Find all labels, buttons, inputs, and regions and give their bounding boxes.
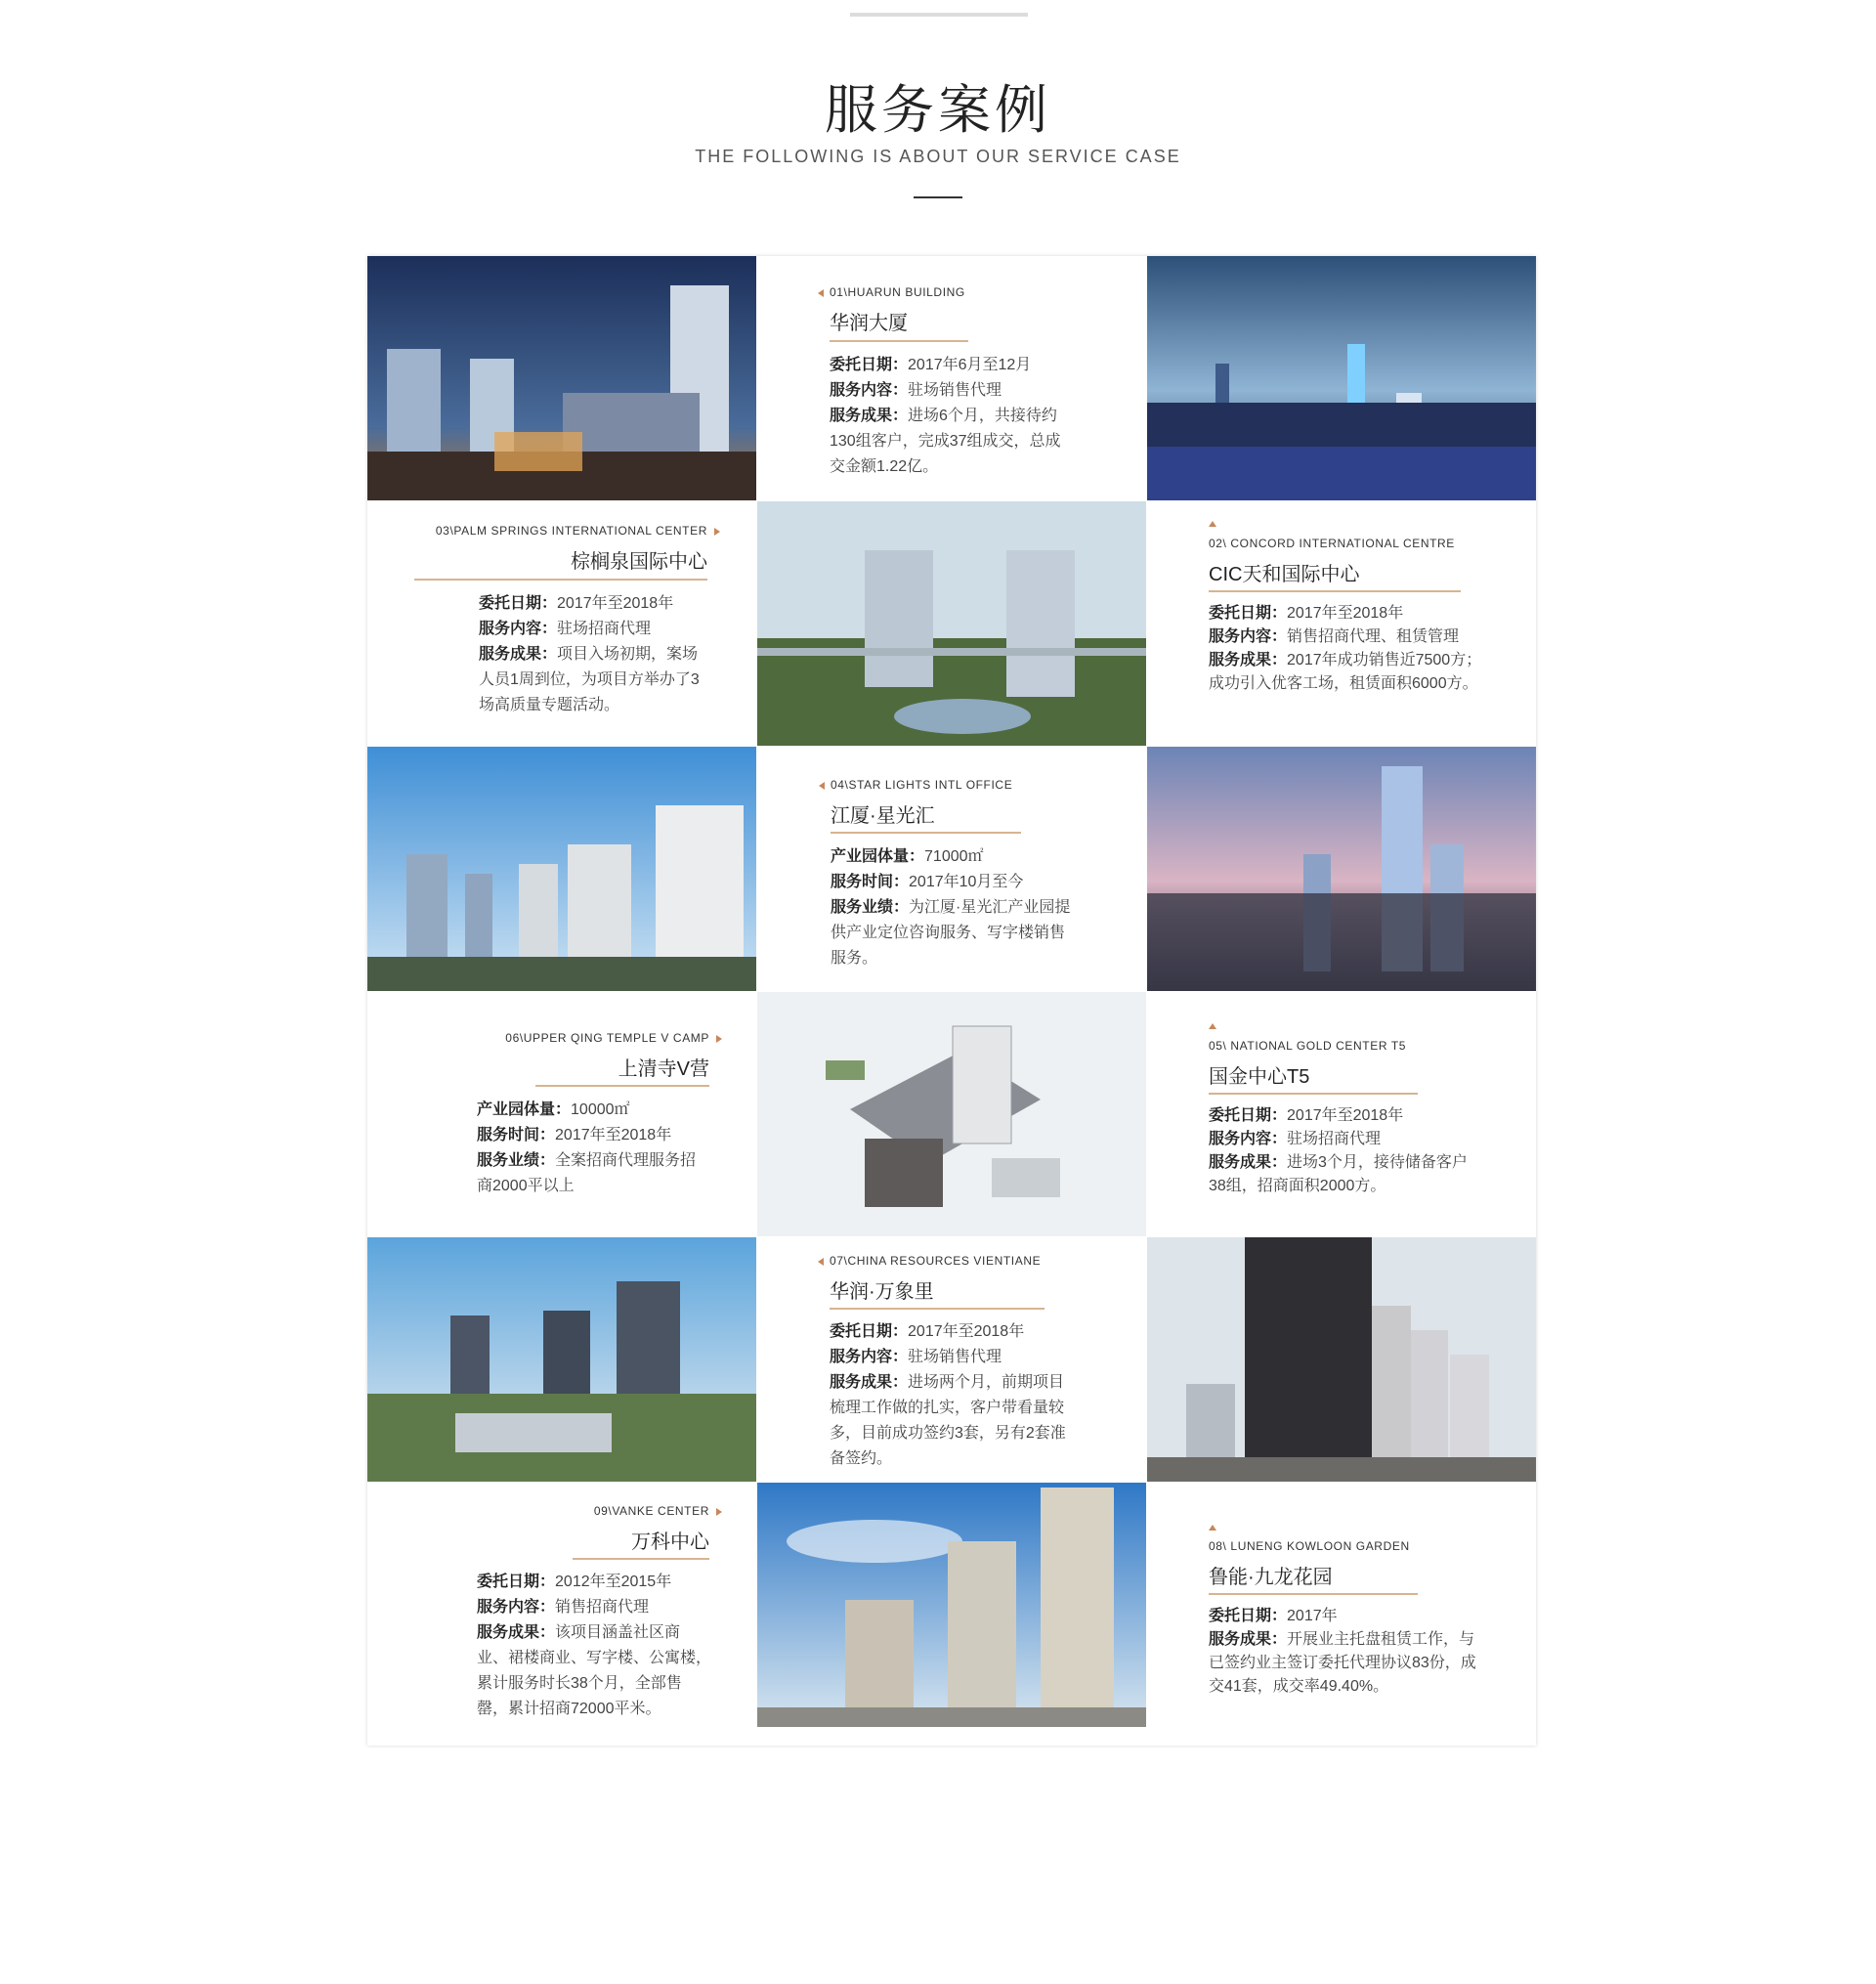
name-underline [830,1308,1045,1310]
case-photo[interactable] [757,501,1146,746]
case-details [477,1098,711,1199]
name-underline [1209,1093,1418,1095]
name-underline [830,340,968,342]
detail-row [1209,1628,1482,1699]
case-photo[interactable] [367,1237,756,1482]
detail-label: 委托日期： [477,1574,556,1590]
detail-row [1209,602,1482,625]
detail-row [477,1595,711,1620]
detail-row [830,378,1074,404]
case-details [1209,1104,1482,1198]
case-code: 03\PALM SPRINGS INTERNATIONAL CENTER [435,524,707,538]
detail-label: 服务内容： [1209,628,1288,645]
name-underline [535,1085,709,1087]
detail-label: 委托日期： [1209,1608,1288,1624]
detail-row [1209,1128,1482,1151]
name-underline [573,1558,709,1560]
detail-value: 驻场销售代理 [908,382,1002,399]
detail-label: 服务内容： [477,1599,556,1616]
case-card-09[interactable] [367,1483,756,1727]
detail-label: 产业园体量： [831,848,925,865]
title-divider [914,196,962,198]
detail-value: 为江厦·星光汇产业园提供产业定位咨询服务、写字楼销售服务。 [831,899,1071,967]
detail-value: 2017年至2018年 [557,595,674,612]
detail-value: 项目入场初期，案场人员1周到位，为项目方举办了3场高质量专题活动。 [479,646,700,713]
detail-value: 全案招商代理服务招商2000平以上 [477,1152,697,1194]
case-photo[interactable] [1147,256,1536,500]
detail-row [1209,649,1482,696]
detail-label: 服务成果： [477,1624,556,1641]
detail-label: 服务成果： [830,1374,909,1391]
detail-row [831,844,1077,870]
top-divider [850,13,1028,17]
detail-label: 服务时间： [831,874,910,890]
case-code: 04\STAR LIGHTS INTL OFFICE [831,778,1013,792]
page-title: 服务案例 [825,79,1051,141]
detail-label: 委托日期： [479,595,558,612]
caret-up-icon [1209,1023,1216,1029]
detail-row [479,642,707,718]
dusk-tower-skyline-image [1147,747,1536,991]
caret-right-icon [714,528,720,536]
service-case-grid [367,256,1536,1746]
detail-value: 2017年至2018年 [555,1127,672,1143]
detail-value: 2017年6月至12月 [908,357,1032,373]
case-code: 06\UPPER QING TEMPLE V CAMP [505,1031,709,1045]
case-code: 01\HUARUN BUILDING [830,285,965,299]
detail-value: 驻场招商代理 [1287,1131,1382,1147]
detail-row [830,1370,1076,1472]
detail-value: 该项目涵盖社区商业、裙楼商业、写字楼、公寓楼，累计服务时长38个月，全部售罄，累计招商72000平米。 [477,1624,712,1717]
case-photo[interactable] [367,747,756,991]
night-city-complex-image [367,256,756,500]
detail-label: 委托日期： [830,357,909,373]
detail-value: 驻场销售代理 [908,1349,1002,1365]
detail-label: 服务成果： [479,646,558,663]
case-details [477,1570,711,1722]
detail-value: 销售招商代理 [555,1599,650,1616]
detail-label: 服务内容： [830,1349,909,1365]
detail-value: 2017年 [1287,1608,1338,1624]
aerial-campus-render-image [757,992,1146,1236]
detail-value: 71000㎡ [924,848,984,865]
detail-row [1209,625,1482,649]
detail-row [830,404,1074,480]
detail-row [1209,1104,1482,1128]
caret-right-icon [716,1035,722,1043]
detail-row [477,1570,711,1595]
case-details [830,1319,1076,1472]
caret-left-icon [818,289,824,297]
case-name: 上清寺V营 [618,1058,709,1080]
detail-label: 委托日期： [830,1323,909,1340]
caret-up-icon [1209,521,1216,527]
case-details [1209,1605,1482,1699]
case-photo[interactable] [1147,747,1536,991]
case-name: 华润大厦 [830,313,908,334]
case-photo[interactable] [757,992,1146,1236]
case-card-04[interactable] [757,747,1146,991]
detail-label: 产业园体量： [477,1101,572,1118]
case-name: 华润·万象里 [830,1281,934,1303]
case-code: 08\ LUNENG KOWLOON GARDEN [1209,1539,1410,1553]
detail-row [1209,1605,1482,1628]
detail-value: 2017年10月至今 [909,874,1024,890]
sky-towers-image [757,1483,1146,1727]
case-name: 鲁能·九龙花园 [1209,1567,1333,1588]
case-details [1209,602,1482,696]
detail-value: 进场3个月，接待储备客户38组，招商面积2000方。 [1209,1154,1468,1194]
detail-value: 进场6个月，共接待约130组客户，完成37组成交，总成交金额1.22亿。 [830,408,1061,475]
detail-row [830,1345,1076,1370]
detail-value: 2017年至2018年 [1287,605,1404,622]
detail-label: 服务内容： [830,382,909,399]
case-name: 棕榈泉国际中心 [571,551,707,573]
detail-label: 服务内容： [1209,1131,1288,1147]
detail-value: 开展业主托盘租赁工作，与已签约业主签订委托代理协议83份，成交41套，成交率49.40%。 [1209,1631,1476,1695]
case-card-03[interactable] [367,501,756,746]
case-name: 江厦·星光汇 [831,805,935,827]
detail-label: 服务业绩： [477,1152,556,1169]
case-photo[interactable] [367,256,756,500]
case-name: 国金中心T5 [1209,1066,1310,1088]
detail-label: 服务成果： [1209,1154,1288,1171]
detail-row [831,870,1077,895]
caret-right-icon [716,1508,722,1516]
case-card-01[interactable] [757,256,1146,500]
office-towers-row-image [367,747,756,991]
case-name: 万科中心 [631,1531,709,1553]
detail-label: 服务业绩： [831,899,910,916]
case-details [831,844,1077,971]
detail-row [477,1123,711,1148]
case-photo[interactable] [757,1483,1146,1727]
detail-row [477,1620,711,1722]
caret-left-icon [818,1258,824,1266]
case-card-08[interactable] [1147,1483,1536,1727]
detail-row [479,617,707,642]
detail-row [830,353,1074,378]
case-card-06[interactable] [367,992,756,1236]
detail-row [477,1098,711,1123]
case-code: 09\VANKE CENTER [593,1504,709,1518]
detail-row [479,591,707,617]
detail-label: 服务内容： [479,621,558,637]
twin-towers-park-image [757,501,1146,746]
detail-row [830,1319,1076,1345]
detail-value: 10000㎡ [571,1101,630,1118]
caret-up-icon [1209,1525,1216,1531]
detail-label: 服务成果： [1209,1631,1288,1648]
detail-label: 服务时间： [477,1127,556,1143]
case-code: 05\ NATIONAL GOLD CENTER T5 [1209,1039,1407,1053]
case-code: 07\CHINA RESOURCES VIENTIANE [830,1254,1042,1268]
caret-left-icon [819,782,825,790]
detail-value: 2017年成功销售近7500方；成功引入优客工场，租赁面积6000方。 [1209,652,1482,692]
page-subtitle: THE FOLLOWING IS ABOUT OUR SERVICE CASE [695,147,1181,166]
detail-value: 2012年至2015年 [555,1574,672,1590]
detail-label: 委托日期： [1209,1107,1288,1124]
detail-value: 驻场招商代理 [557,621,652,637]
detail-row [831,895,1077,971]
detail-row [1209,1151,1482,1198]
case-photo[interactable] [1147,1237,1536,1482]
detail-value: 销售招商代理、租赁管理 [1287,628,1460,645]
case-code: 02\ CONCORD INTERNATIONAL CENTRE [1209,537,1455,550]
name-underline [1209,590,1461,592]
detail-value: 2017年至2018年 [1287,1107,1404,1124]
case-name: CIC天和国际中心 [1209,564,1360,585]
case-details [830,353,1074,480]
detail-label: 服务成果： [1209,652,1288,669]
detail-value: 进场两个月，前期项目梳理工作做的扎实，客户带看量较多，目前成功签约3套，另有2套准备签约。 [830,1374,1066,1467]
city-skyline-night-image [1147,256,1536,500]
case-card-02[interactable] [1147,501,1536,746]
detail-label: 委托日期： [1209,605,1288,622]
detail-value: 2017年至2018年 [908,1323,1025,1340]
name-underline [831,832,1021,834]
glass-towers-mall-image [367,1237,756,1482]
case-details [479,591,707,718]
detail-row [477,1148,711,1199]
detail-label: 服务成果： [830,408,909,424]
name-underline [1209,1593,1418,1595]
case-card-07[interactable] [757,1237,1146,1482]
name-underline [414,579,707,581]
residential-highrise-image [1147,1237,1536,1482]
case-card-05[interactable] [1147,992,1536,1236]
